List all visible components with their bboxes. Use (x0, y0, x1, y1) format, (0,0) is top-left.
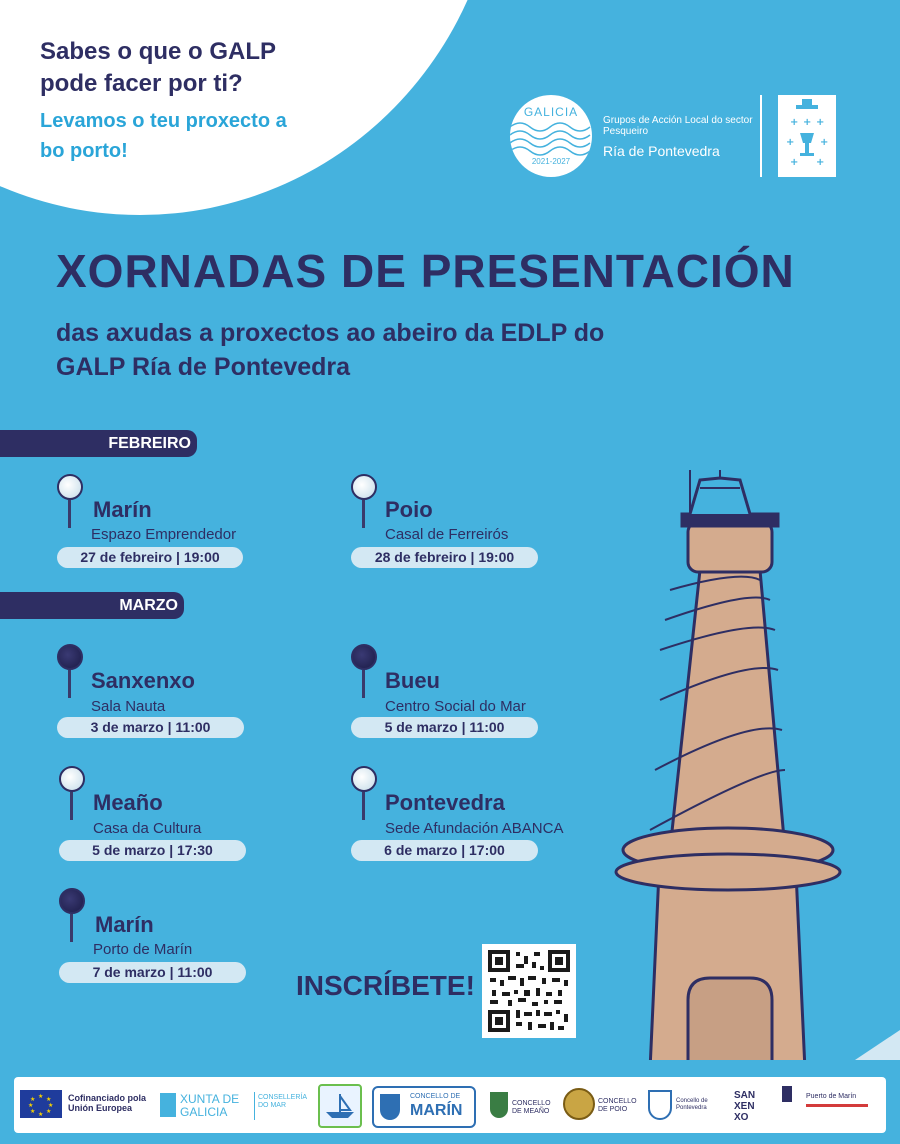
poio-text: CONCELLO DE POIO (598, 1098, 637, 1113)
concello-marin-text: MARÍN (410, 1102, 463, 1119)
event-city: Poio (385, 497, 433, 522)
puerto-icon (782, 1086, 792, 1102)
event-venue: Porto de Marín (93, 941, 193, 958)
grupos-text: Grupos de Acción Local do sector Pesqueiro (603, 115, 753, 137)
map-pin-icon (59, 766, 85, 792)
header-tagline: Levamos o teu proxecto a bo porto! (40, 110, 287, 162)
month-label-marzo: MARZO (0, 592, 184, 619)
footer-divider (254, 1092, 255, 1120)
poio-seal-icon (563, 1088, 595, 1120)
map-pin-stem (70, 792, 73, 820)
event-card (57, 474, 83, 528)
map-pin-stem (362, 670, 365, 698)
xunta-icon (160, 1093, 176, 1117)
event-date: 5 de marzo | 11:00 (351, 717, 538, 738)
event-card (59, 766, 85, 820)
map-pin-icon (351, 474, 377, 500)
svg-text:+: + (803, 117, 812, 128)
event-card (351, 474, 377, 528)
event-date: 3 de marzo | 11:00 (57, 717, 244, 738)
event-date: 5 de marzo | 17:30 (59, 840, 246, 861)
event-card (57, 644, 83, 698)
event-venue: Centro Social do Mar (385, 698, 526, 715)
svg-text:★: ★ (30, 1108, 36, 1115)
page-subtitle: das axudas a proxectos ao abeiro da EDLP do GALP Ría de Pontevedra (56, 319, 605, 381)
marin-shield-icon (380, 1094, 400, 1120)
event-venue: Casal de Ferreirós (385, 526, 509, 543)
svg-text:★: ★ (28, 1102, 34, 1109)
map-pin-stem (68, 500, 71, 528)
event-card (351, 644, 377, 698)
pontevedra-shield-icon (648, 1090, 672, 1120)
event-venue: Sede Afundación ABANCA (385, 820, 564, 837)
svg-text:+: + (816, 117, 825, 128)
event-date: 27 de febreiro | 19:00 (57, 547, 243, 568)
map-pin-stem (362, 500, 365, 528)
map-pin-icon (59, 888, 85, 914)
map-pin-stem (362, 792, 365, 820)
svg-text:+: + (790, 157, 799, 168)
concello-marin-top: CONCELLO DE (410, 1093, 461, 1100)
lighthouse-illustration (600, 470, 900, 1070)
meano-text: CONCELLO DE MEAÑO (512, 1100, 551, 1115)
pontevedra-text: Concello de Pontevedra (676, 1098, 708, 1111)
header-question: Sabes o que o GALP pode facer por ti? (40, 38, 276, 97)
qr-code-icon (488, 950, 570, 1032)
svg-text:+: + (820, 137, 829, 148)
month-label-febreiro: FEBREIRO (0, 430, 197, 457)
divider (760, 95, 762, 177)
event-card (59, 888, 85, 942)
svg-text:★: ★ (46, 1108, 52, 1115)
svg-text:+: + (816, 157, 825, 168)
galicia-logo (510, 95, 592, 177)
map-pin-stem (70, 914, 73, 942)
qr-code[interactable] (482, 944, 576, 1038)
galicia-logo-text: GALICIA (523, 105, 579, 119)
map-pin-icon (351, 766, 377, 792)
event-date: 7 de marzo | 11:00 (59, 962, 246, 983)
event-venue: Casa da Cultura (93, 820, 202, 837)
xunta-text: XUNTA DE GALICIA (180, 1092, 240, 1119)
event-city: Marín (93, 497, 152, 522)
svg-text:★: ★ (46, 1096, 52, 1103)
map-pin-icon (57, 474, 83, 500)
xunta-shield-logo (778, 95, 836, 177)
meano-shield-icon (490, 1092, 508, 1118)
eu-flag-icon (20, 1090, 62, 1118)
event-city: Meaño (93, 790, 163, 815)
galicia-logo-years: 2021-2027 (531, 157, 571, 166)
shield-icon (778, 95, 836, 177)
page-title: XORNADAS DE PRESENTACIÓN (56, 245, 795, 297)
event-card (351, 766, 377, 820)
svg-text:+: + (786, 137, 795, 148)
event-date: 28 de febreiro | 19:00 (351, 547, 538, 568)
puerto-stripe (806, 1104, 868, 1107)
puerto-text: Puerto de Marín (806, 1093, 857, 1100)
boat-logo-icon (318, 1084, 362, 1128)
register-cta[interactable]: INSCRÍBETE! (296, 970, 475, 1001)
event-date: 6 de marzo | 17:00 (351, 840, 538, 861)
ria-text: Ría de Pontevedra (603, 143, 720, 159)
event-city: Marín (95, 912, 154, 937)
svg-text:★: ★ (38, 1111, 44, 1118)
waves-icon (510, 121, 592, 157)
svg-text:★: ★ (48, 1102, 54, 1109)
map-pin-icon (57, 644, 83, 670)
event-city: Bueu (385, 668, 440, 693)
map-pin-icon (351, 644, 377, 670)
event-venue: Espazo Emprendedor (91, 526, 237, 543)
svg-text:+: + (790, 117, 799, 128)
event-venue: Sala Nauta (91, 698, 166, 715)
map-pin-stem (68, 670, 71, 698)
eu-text: Cofinanciado pola Unión Europea (68, 1093, 147, 1113)
sanxenxo-logo: SAN XEN XO (734, 1090, 756, 1123)
svg-text:★: ★ (38, 1093, 44, 1100)
event-city: Pontevedra (385, 790, 505, 815)
event-city: Sanxenxo (91, 668, 195, 693)
svg-text:★: ★ (30, 1096, 36, 1103)
conselleria-text: CONSELLERÍA DO MAR (258, 1094, 307, 1109)
